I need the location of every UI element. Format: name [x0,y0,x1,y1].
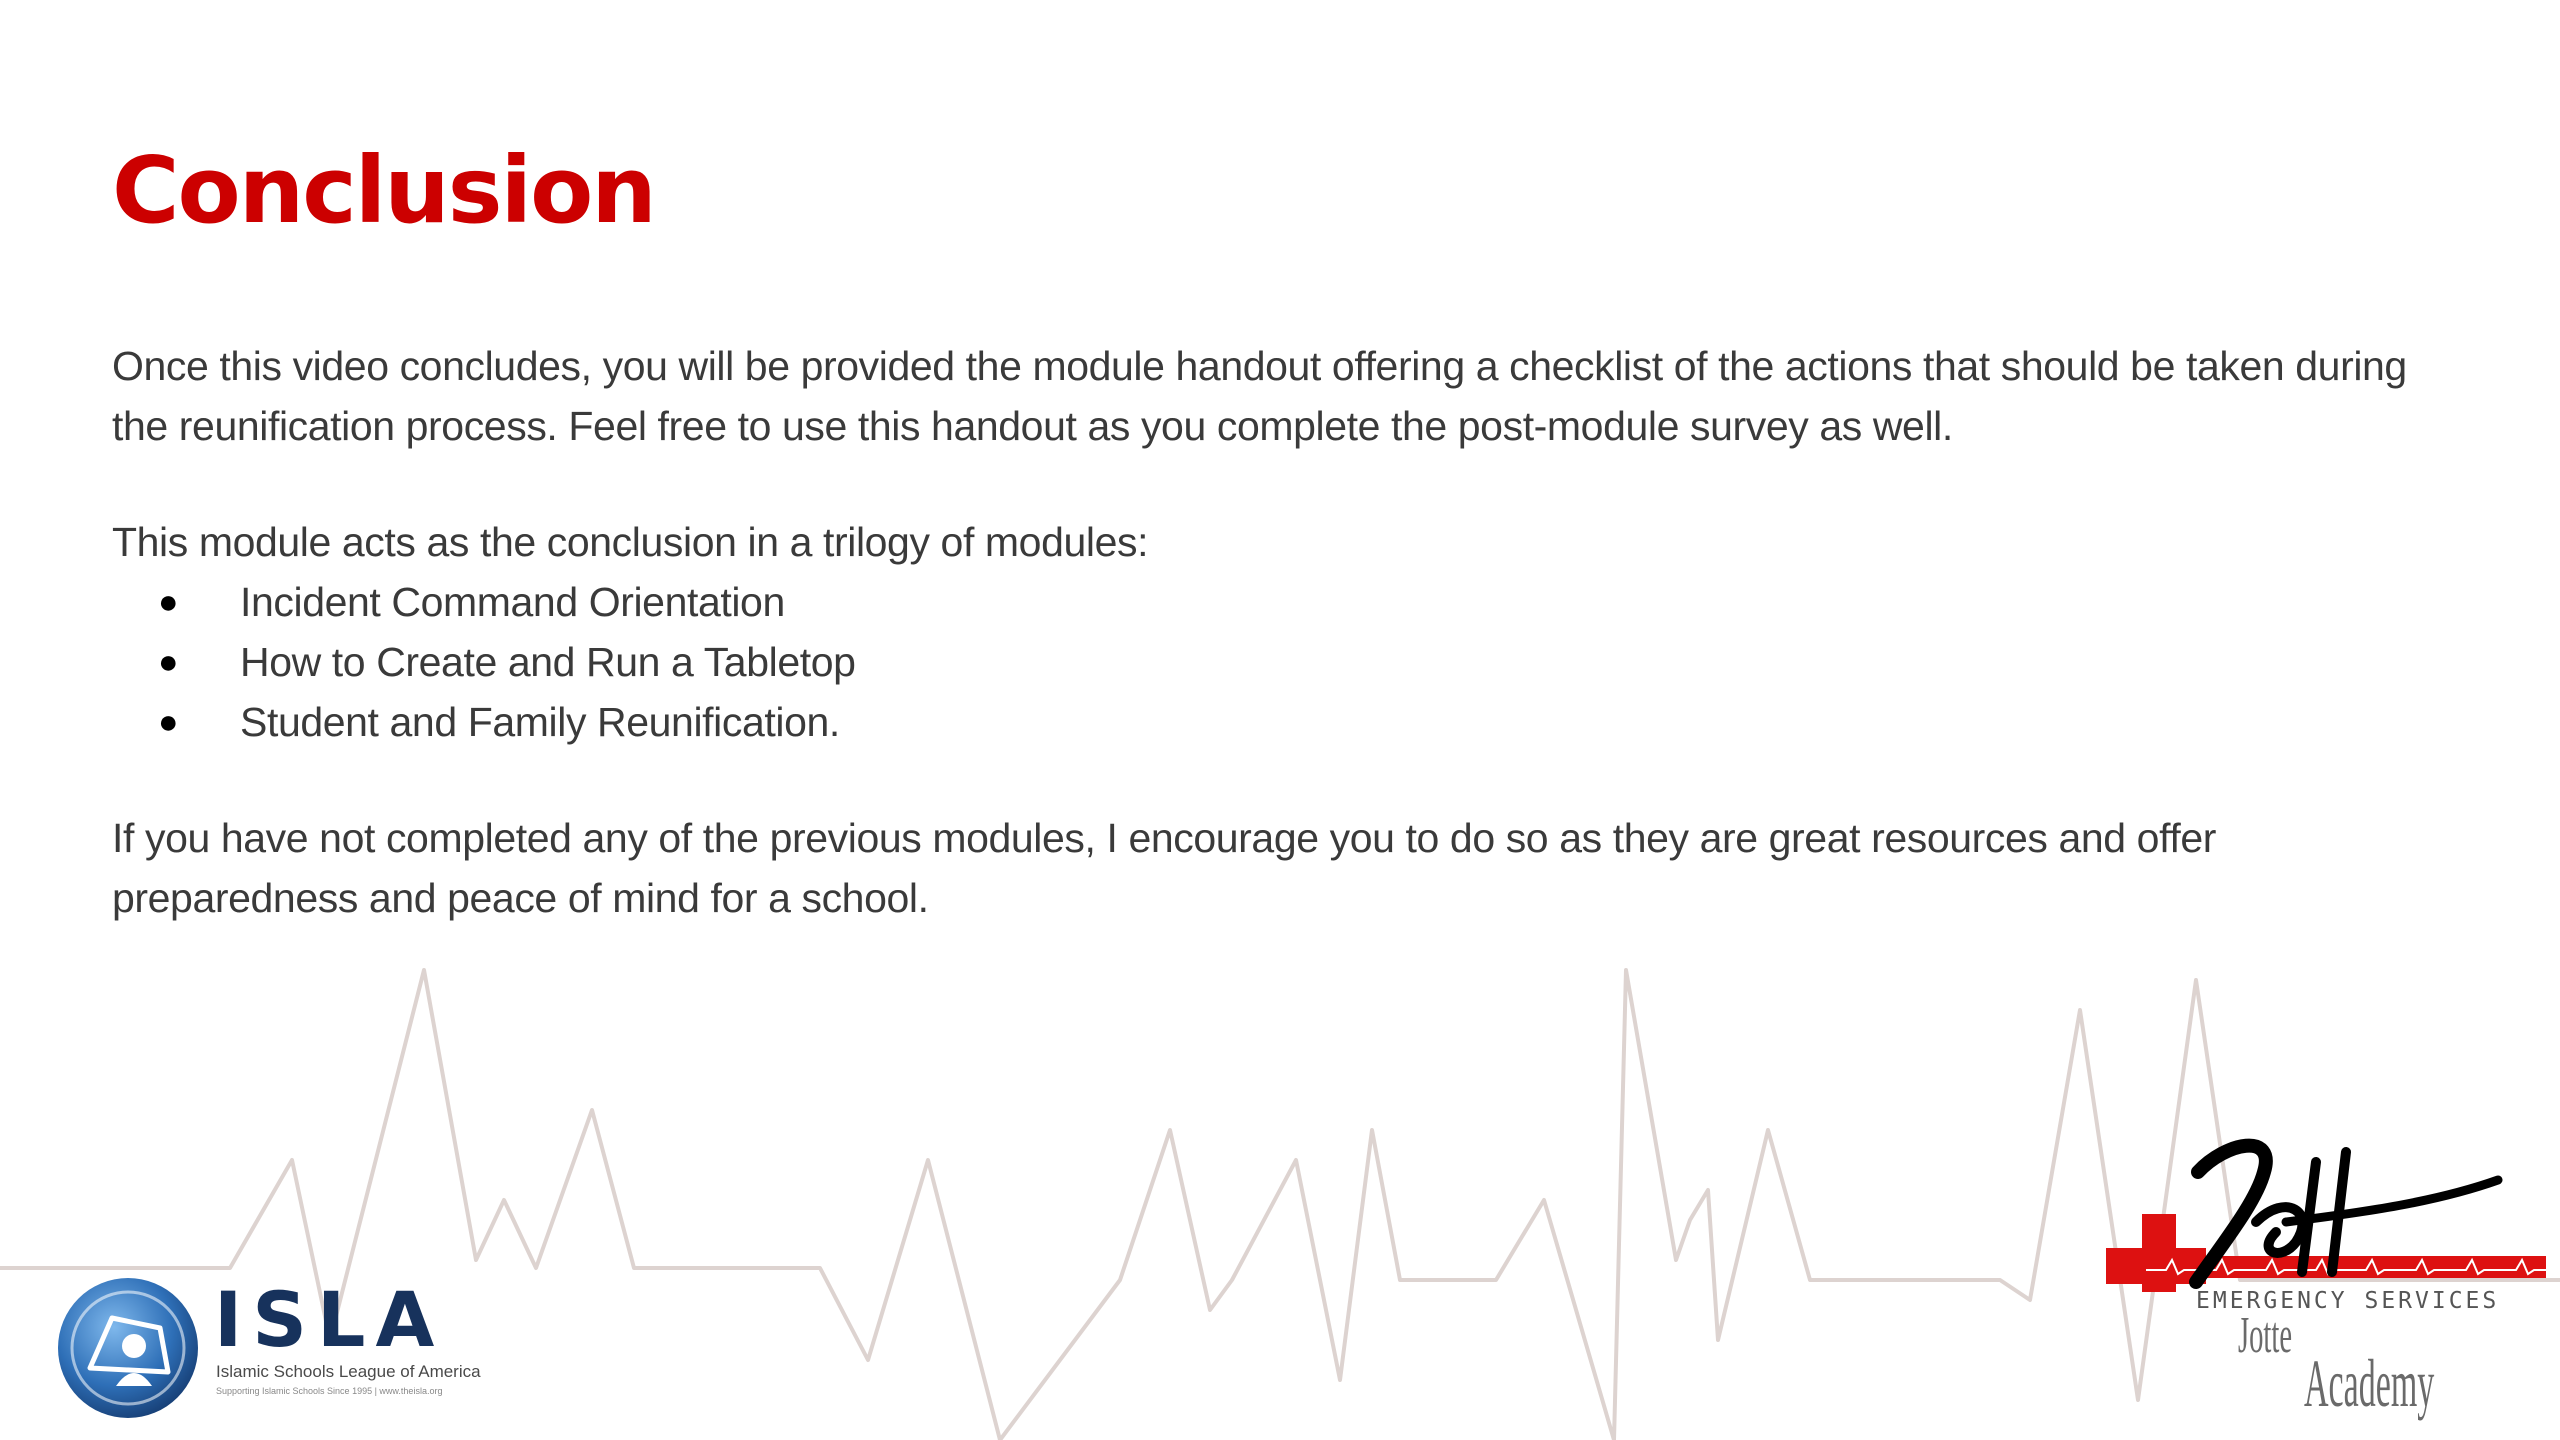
list-item [112,692,2452,752]
jotte-name: Jotte [2238,1307,2293,1364]
jotte-logo [2106,1132,2546,1432]
isla-subtitle: Islamic Schools League of America [216,1362,481,1381]
list-item [112,632,2452,692]
isla-logo [56,1268,526,1428]
intro-paragraph: Once this video concludes, you will be provided the module handout offering a checklist of the actions that should be taken during the reunification process. Feel free to use this handout as you complete the post-module survey as well. [112,343,2407,449]
bullet-icon: ● [158,703,179,741]
list-item-label: Student and Family Reunification. [240,699,840,745]
list-item [112,572,2452,632]
jotte-signature-cross-icon [2106,1132,2546,1292]
list-item-label: How to Create and Run a Tabletop [240,639,856,685]
trilogy-paragraph: This module acts as the conclusion in a trilogy of modules: [112,519,1149,565]
slide-body [112,336,2452,928]
bullet-icon: ● [158,583,179,621]
isla-tagline: Supporting Islamic Schools Since 1995 | www.theisla.org [216,1386,443,1396]
globe-emblem-icon [56,1276,200,1420]
bullet-icon: ● [158,643,179,681]
isla-wordmark: ISLA [214,1275,445,1364]
emergency-services-label: EMERGENCY SERVICES [2196,1288,2500,1314]
jotte-academy: Academy [2304,1345,2435,1421]
module-list [112,572,2452,752]
closing-paragraph: If you have not completed any of the previous modules, I encourage you to do so as they are great resources and offer preparedness and peace of mind for a school. [112,815,2216,921]
list-item-label: Incident Command Orientation [240,579,785,625]
slide-title: Conclusion [112,137,655,244]
